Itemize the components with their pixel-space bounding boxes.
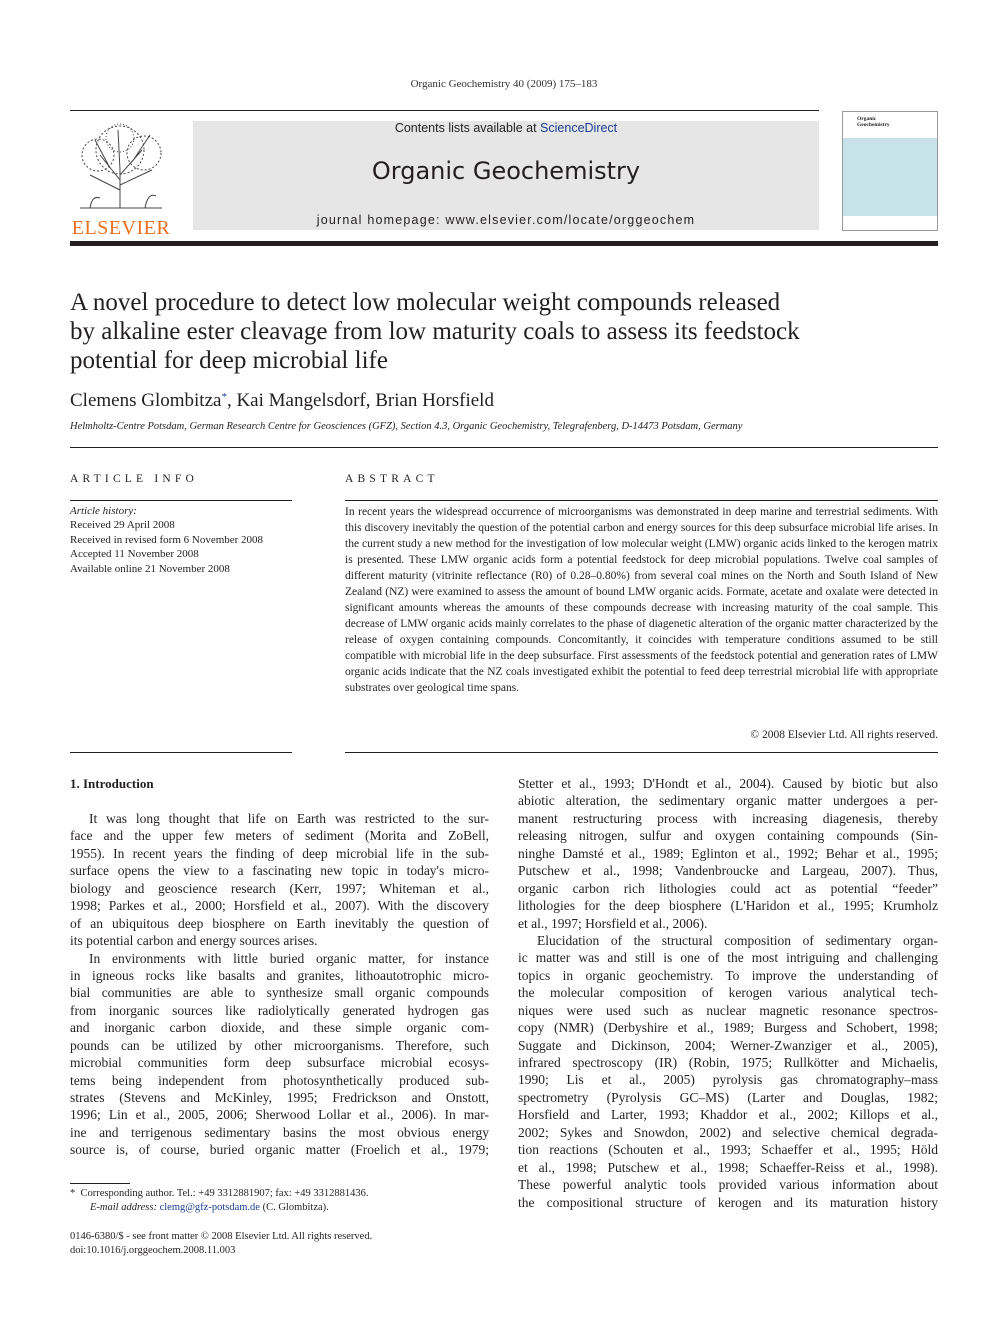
body-text-line: organic carbon rich lithologies could act as potential “feeder” [518,880,938,896]
footnote-mark: * [70,1188,76,1199]
body-text-line: and inorganic carbon dioxide, and these simple organic com- [70,1020,489,1036]
abstract-bottom-divider [345,752,938,753]
body-text-line: et al., 1998; Putschew et al., 1998; Schaeffer-Reiss et al., 1998). [518,1159,938,1175]
history-revised: Received in revised form 6 November 2008 [70,533,264,546]
doi-link[interactable]: doi:10.1016/j.orggeochem.2008.11.003 [70,1245,236,1256]
body-text-line: infrared spectroscopy (IR) (Robin, 1975; Rullkötter and Michaelis, [518,1055,938,1070]
masthead-top-divider [70,110,819,111]
corresponding-author-mark[interactable]: * [221,391,227,403]
article-title [70,288,930,375]
other-authors: , Kai Mangelsdorf, Brian Horsfield [226,390,494,411]
body-text-line: 1990; Lis et al., 2005) pyrolysis gas chromatography–mass [518,1072,938,1088]
body-text-line: from inorganic sources like radiolytically generated hydrogen gas [70,1002,489,1018]
body-text-line: the molecular composition of kerogen various analytical tech- [518,985,938,1001]
body-text-line: ninghe Damsté et al., 1989; Eglinton et al., 1992; Behar et al., 1995; [518,845,938,861]
history-online: Available online 21 November 2008 [70,562,230,575]
body-text-line: 1998; Parkes et al., 2000; Horsfield et al., 2007). With the discovery [70,898,489,914]
body-text-line: 2002; Sykes and Snowdon, 2002) and selective chemical degrada- [518,1124,938,1140]
body-text-line: bial communities are able to synthesize small organic compounds [70,985,489,1001]
copyright-notice: © 2008 Elsevier Ltd. All rights reserved. [750,729,938,741]
body-text-line: biology and geoscience research (Kerr, 1997; Whiteman et al., [70,880,489,896]
body-text-line: Horsfield and Larter, 1993; Khaddor et al., 2002; Killops et al., [518,1107,938,1123]
front-matter [70,1230,490,1258]
footnote-phone-fax: Corresponding author. Tel.: +49 3312881907; fax: +49 3312881436. [80,1188,369,1199]
issn-line: 0146-6380/$ - see front matter © 2008 Elsevier Ltd. All rights reserved. [70,1231,373,1242]
body-text-line: abiotic alteration, the sedimentary organic matter undergoes a per- [518,793,938,809]
body-text-line: of an ubiquitous deep biosphere on Earth inevitably the question of [70,915,489,931]
body-text-line: strates (Stevens and McKinley, 1995; Fredrickson and Onstott, [70,1090,489,1105]
body-text-line: spectrometry (Pyrolysis GC–MS) (Larter and Douglas, 1982; [518,1089,938,1105]
body-text-line: topics in organic geochemistry. To improve the understanding of [518,967,938,983]
article-info-heading: ARTICLE INFO [70,473,198,485]
body-text-line: the compositional structure of kerogen and its maturation history [518,1194,938,1210]
body-text-line: ine and terrigenous sedimentary basins the most obvious energy [70,1124,489,1140]
body-text-line: 1955). In recent years the finding of deep microbial life in the sub- [70,845,489,861]
journal-name: Organic Geochemistry [371,157,641,185]
journal-cover-thumbnail[interactable] [842,111,938,231]
journal-citation: Organic Geochemistry 40 (2009) 175–183 [410,78,598,90]
article-history [70,504,300,576]
body-column-right [518,775,938,1211]
journal-banner [193,121,819,230]
cover-footer [843,216,937,230]
history-accepted: Accepted 11 November 2008 [70,548,199,561]
elsevier-tree-icon [70,120,172,210]
article-info-divider [70,500,292,501]
body-text-line: pounds can be utilized by other microorganisms. Therefore, such [70,1037,489,1053]
body-text-line: face and the upper few meters of sediment (Morita and ZoBell, [70,828,489,844]
body-text-line: In environments with little buried organic matter, for instance [89,950,489,966]
title-line-2: by alkaline ester cleavage from low maturity coals to assess its feedstock [70,318,800,345]
elsevier-logo[interactable] [70,120,172,239]
email-suffix: (C. Glombitza). [262,1202,329,1213]
body-text-line: lithologies for the deep biosphere (L'Haridon et al., 1995; Krumholz [518,898,938,914]
body-text-line: Putschew et al., 1998; Vandenbroucke and Largeau, 2007). Thus, [518,863,938,879]
body-text-line: et al., 1997; Horsfield et al., 2006). [518,915,708,931]
body-text-line: source is, of course, buried organic matter (Froelich et al., 1979; [70,1142,489,1158]
journal-homepage-link[interactable]: journal homepage: www.elsevier.com/locate/orggeochem [316,213,696,227]
body-text-line: in igneous rocks like basalts and granites, lithoautotrophic micro- [70,967,489,983]
contents-prefix: Contents lists available at [394,121,541,135]
body-text-line: microbial communities form deep subsurface microbial ecosys- [70,1055,489,1071]
sciencedirect-link[interactable]: ScienceDirect [540,121,618,135]
email-link[interactable]: clemg@gfz-potsdam.de [159,1202,260,1213]
cover-title-line2: Geochemistry [857,122,890,128]
body-text-line: Suggate and Dickinson, 2004; Werner-Zwanziger et al., 2005), [518,1037,938,1053]
article-info-bottom-divider [70,752,292,753]
body-text-line: It was long thought that life on Earth was restricted to the sur- [89,811,489,826]
body-text-line: Stetter et al., 1993; D'Hondt et al., 2004). Caused by biotic but also [518,776,938,791]
body-text-line: manent restructuring process with increasing diagenesis, thereby [518,810,938,826]
footnote-email [70,1201,490,1215]
body-text-line: 1996; Lin et al., 2005, 2006; Sherwood Lollar et al., 2006). In mar- [70,1107,489,1123]
abstract-divider [345,500,938,501]
body-text-line: copy (NMR) (Derbyshire et al., 1989; Burgess and Schobert, 1998; [518,1020,938,1036]
body-text-line: its potential carbon and energy sources arises. [70,933,318,949]
body-text-line: tems being independent from photosynthetically produced sub- [70,1072,489,1088]
masthead-divider [70,241,938,246]
cover-header [843,112,937,138]
body-text-line: releasing nitrogen, sulfur and oxygen containing compounds (Sin- [518,828,938,844]
body-text-line: surface opens the view to a fascinating new topic in today's micro- [70,863,489,879]
abstract-heading: ABSTRACT [345,473,439,485]
history-label: Article history: [70,505,137,517]
elsevier-wordmark: ELSEVIER [71,217,171,239]
author-list [70,390,930,412]
body-column-left [70,810,489,1159]
footnote-divider [70,1183,130,1184]
email-label: E-mail address: [90,1202,157,1213]
affiliation: Helmholtz-Centre Potsdam, German Research Centre for Geosciences (GFZ), Section 4.3, Organic Geochemistry, Telegrafenberg, D-14473 Potsdam, Germany [70,421,743,432]
body-text-line: niques were used such as nuclear magnetic resonance spectros- [518,1002,938,1018]
author-name[interactable]: Clemens Glombitza [70,390,222,411]
history-received: Received 29 April 2008 [70,519,175,532]
body-text-line: ic matter was and still is one of the most intriguing and challenging [518,950,938,966]
title-line-3: potential for deep microbial life [70,347,388,374]
introduction-heading: 1. Introduction [70,776,154,791]
cover-title-line1: Organic [857,116,877,122]
body-text-line: tion reactions (Schouten et al., 1993; Schaeffer et al., 1995; Höld [518,1142,938,1158]
abstract-text: In recent years the widespread occurrence of microorganisms was demonstrated in deep marine and terrestrial sediments. With this discovery inevitably the question of the potential carbon and energy sources for this deep subsurface microbial life arises. In the current study a new method for the investigation of low molecular weight (LMW) organic acids linked to the kerogen matrix is presented. These LMW organic acids form a potential feedstock for deep microbial populations. Twelve coal samples of different maturity (vitrinite reflectance (R0) of 0.28–0.80%) from several coal mines on the North and South Island of New Zealand (NZ) were examined to assess the amount of bound LMW organic acids. Formate, acetate and oxalate were detected in significant amounts whereas the amounts of these compounds decrease with increasing maturity of the coal sample. This decrease of LMW organic acids mainly correlates to the phase of diagenetic alteration of the organic matter characterized by the release of oxygen containing compounds. Concomitantly, it coincides with temperature conditions assumed to be still compatible with microbial life in the deep subsurface. First assessments of the feedstock potential and generation rates of LMW organic acids indicate that the NZ coals investigated exhibit the potential to feed deep terrestrial microbial life with appropriate substrates over geological time spans. [345,506,938,694]
body-text-line: Elucidation of the structural composition of sedimentary organ- [537,932,938,948]
contents-line [193,121,819,135]
footnote-contact [70,1187,490,1201]
body-text-line: These powerful analytic tools provided various information about [518,1177,938,1193]
title-line-1: A novel procedure to detect low molecular weight compounds released [70,289,781,316]
corresponding-author-footnote [70,1187,490,1215]
affiliation-divider [70,447,938,448]
cover-title [857,116,890,128]
